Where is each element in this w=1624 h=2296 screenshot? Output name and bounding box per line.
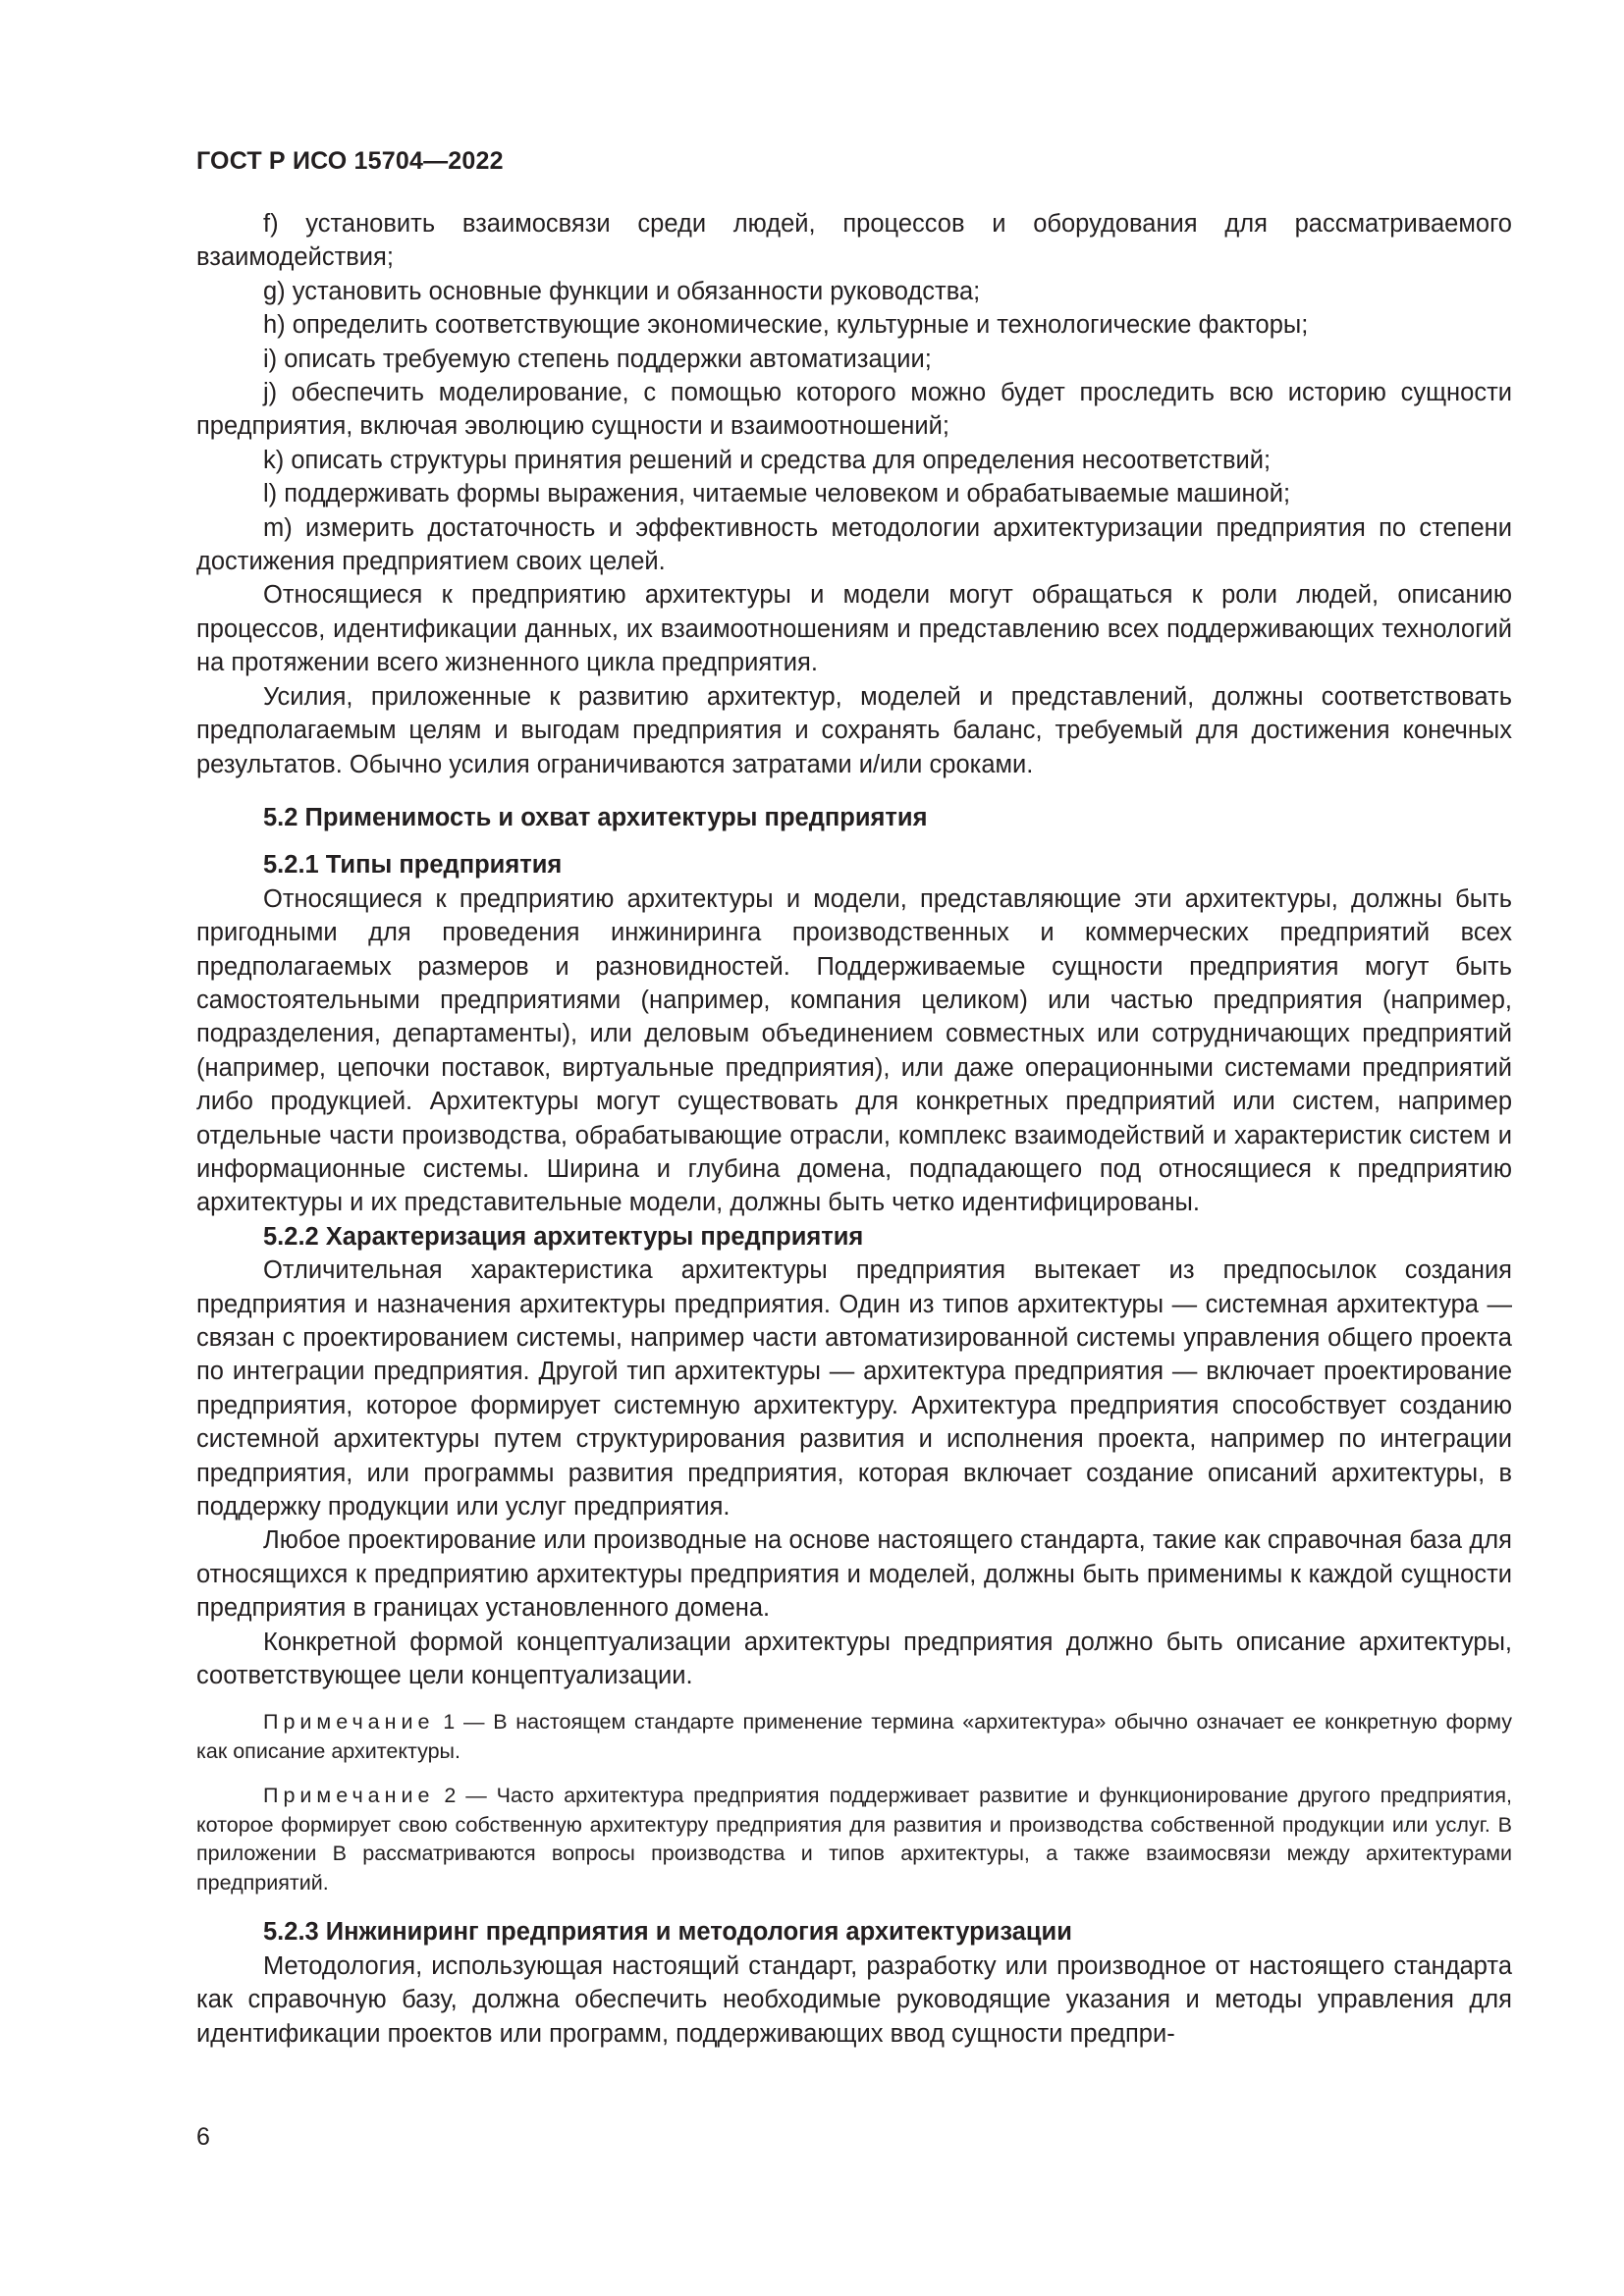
list-item-h: h) определить соответствующие экономические, культурные и технологические факторы; bbox=[263, 311, 1309, 340]
paragraph: Отличительная характеристика архитектуры предприятия вытекает из предпосылок создания предприятия и назначения архитектуры предприятия. Один из типов архитектуры — системная архитектура — связан с проектированием системы, например части автоматизированной системы управления общего проекта по интеграции предприятия. Другой тип архитектуры — архитектура предприятия — включает проектирование предприятия, которое формирует системную архитектуру. Архитектура предприятия способствует созданию системной архитектуры путем структурирования развития и исполнения проекта, например по интеграции предприятия, или программы развития предприятия, которая включает создание описаний архитектуры, в поддержку продукции или услуг предприятия. bbox=[196, 1256, 1512, 1522]
document-header: ГОСТ Р ИСО 15704—2022 bbox=[196, 147, 504, 175]
section-heading-5-2-2: 5.2.2 Характеризация архитектуры предприятия bbox=[263, 1222, 864, 1251]
list-item-g: g) установить основные функции и обязанности руководства; bbox=[263, 277, 981, 305]
paragraph: Относящиеся к предприятию архитектуры и модели могут обращаться к роли людей, описанию процессов, идентификации данных, их взаимоотношениям и представлению всех поддерживающих технологий на протяжении всего жизненного цикла предприятия. bbox=[196, 581, 1512, 677]
list-item-i: i) описать требуемую степень поддержки автоматизации; bbox=[263, 345, 932, 373]
note-text: — В настоящем стандарте применение термина «архитектура» обычно означает ее конкретную форму как описание архитектуры. bbox=[196, 1710, 1512, 1763]
note-label: Примечание bbox=[263, 1710, 435, 1735]
section-heading-5-2: 5.2 Применимость и охват архитектуры предприятия bbox=[263, 803, 928, 831]
paragraph: Усилия, приложенные к развитию архитектур, моделей и представлений, должны соответствовать предполагаемым целям и выгодам предприятия и сохранять баланс, требуемый для достижения конечных результатов. Обычно усилия ограничиваются затратами и/или сроками. bbox=[196, 682, 1512, 778]
section-heading-5-2-3: 5.2.3 Инжиниринг предприятия и методология архитектуризации bbox=[263, 1918, 1072, 1947]
note-number: 1 bbox=[443, 1710, 456, 1735]
document-body bbox=[196, 207, 1512, 2051]
list-item-f: f) установить взаимосвязи среди людей, процессов и оборудования для рассматриваемого взаимодействия; bbox=[196, 210, 1512, 272]
document-page bbox=[196, 147, 1512, 2051]
list-item-m: m) измерить достаточность и эффективность методологии архитектуризации предприятия по степени достижения предприятием своих целей. bbox=[196, 513, 1512, 576]
paragraph: Любое проектирование или производные на основе настоящего стандарта, такие как справочная база для относящихся к предприятию архитектуры предприятия и моделей, должны быть применимы к каждой сущности предприятия в границах установленного домена. bbox=[196, 1526, 1512, 1623]
page-number: 6 bbox=[196, 2123, 210, 2151]
paragraph: Конкретной формой концептуализации архитектуры предприятия должно быть описание архитектуры, соответствующее цели концептуализации. bbox=[196, 1628, 1512, 1690]
list-item-l: l) поддерживать формы выражения, читаемые человеком и обрабатываемые машиной; bbox=[263, 480, 1291, 508]
section-heading-5-2-1: 5.2.1 Типы предприятия bbox=[263, 851, 563, 880]
note-2 bbox=[196, 1782, 1512, 1897]
paragraph: Методология, использующая настоящий стандарт, разработку или производное от настоящего стандарта как справочную базу, должна обеспечить необходимые руководящие указания и методы управления для идентификации проектов или программ, поддерживающих ввод сущности предпри- bbox=[196, 1951, 1512, 2048]
list-item-j: j) обеспечить моделирование, с помощью которого можно будет проследить всю историю сущности предприятия, включая эволюцию сущности и взаимоотношений; bbox=[196, 379, 1512, 441]
note-1 bbox=[196, 1708, 1512, 1766]
note-number: 2 bbox=[444, 1784, 457, 1808]
paragraph: Относящиеся к предприятию архитектуры и модели, представляющие эти архитектуры, должны быть пригодными для проведения инжиниринга производственных и коммерческих предприятий всех предполагаемых размеров и разновидностей. Поддерживаемые сущности предприятия могут быть самостоятельными предприятиями (например, компания целиком) или частью предприятия (например, подразделения, департаменты), или деловым объединением совместных или сотрудничающих предприятий (например, цепочки поставок, виртуальные предприятия), или даже операционными системами предприятий либо продукцией. Архитектуры могут существовать для конкретных предприятий или систем, например отдельные части производства, обрабатывающие отрасли, комплекс взаимодействий и характеристик систем и информационные системы. Ширина и глубина домена, подпадающего под относящиеся к предприятию архитектуры и их представительные модели, должны быть четко идентифицированы. bbox=[196, 884, 1512, 1217]
note-label: Примечание bbox=[263, 1784, 435, 1808]
list-item-k: k) описать структуры принятия решений и средства для определения несоответствий; bbox=[263, 446, 1272, 474]
note-text: — Часто архитектура предприятия поддерживает развитие и функционирование другого предприятия, которое формирует свою собственную архитектуру предприятия для развития и производства собственной продукции или услуг. В приложении В рассматриваются вопросы производства и типов архитектуры, а также взаимосвязи между архитектурами предприятий. bbox=[196, 1784, 1512, 1895]
